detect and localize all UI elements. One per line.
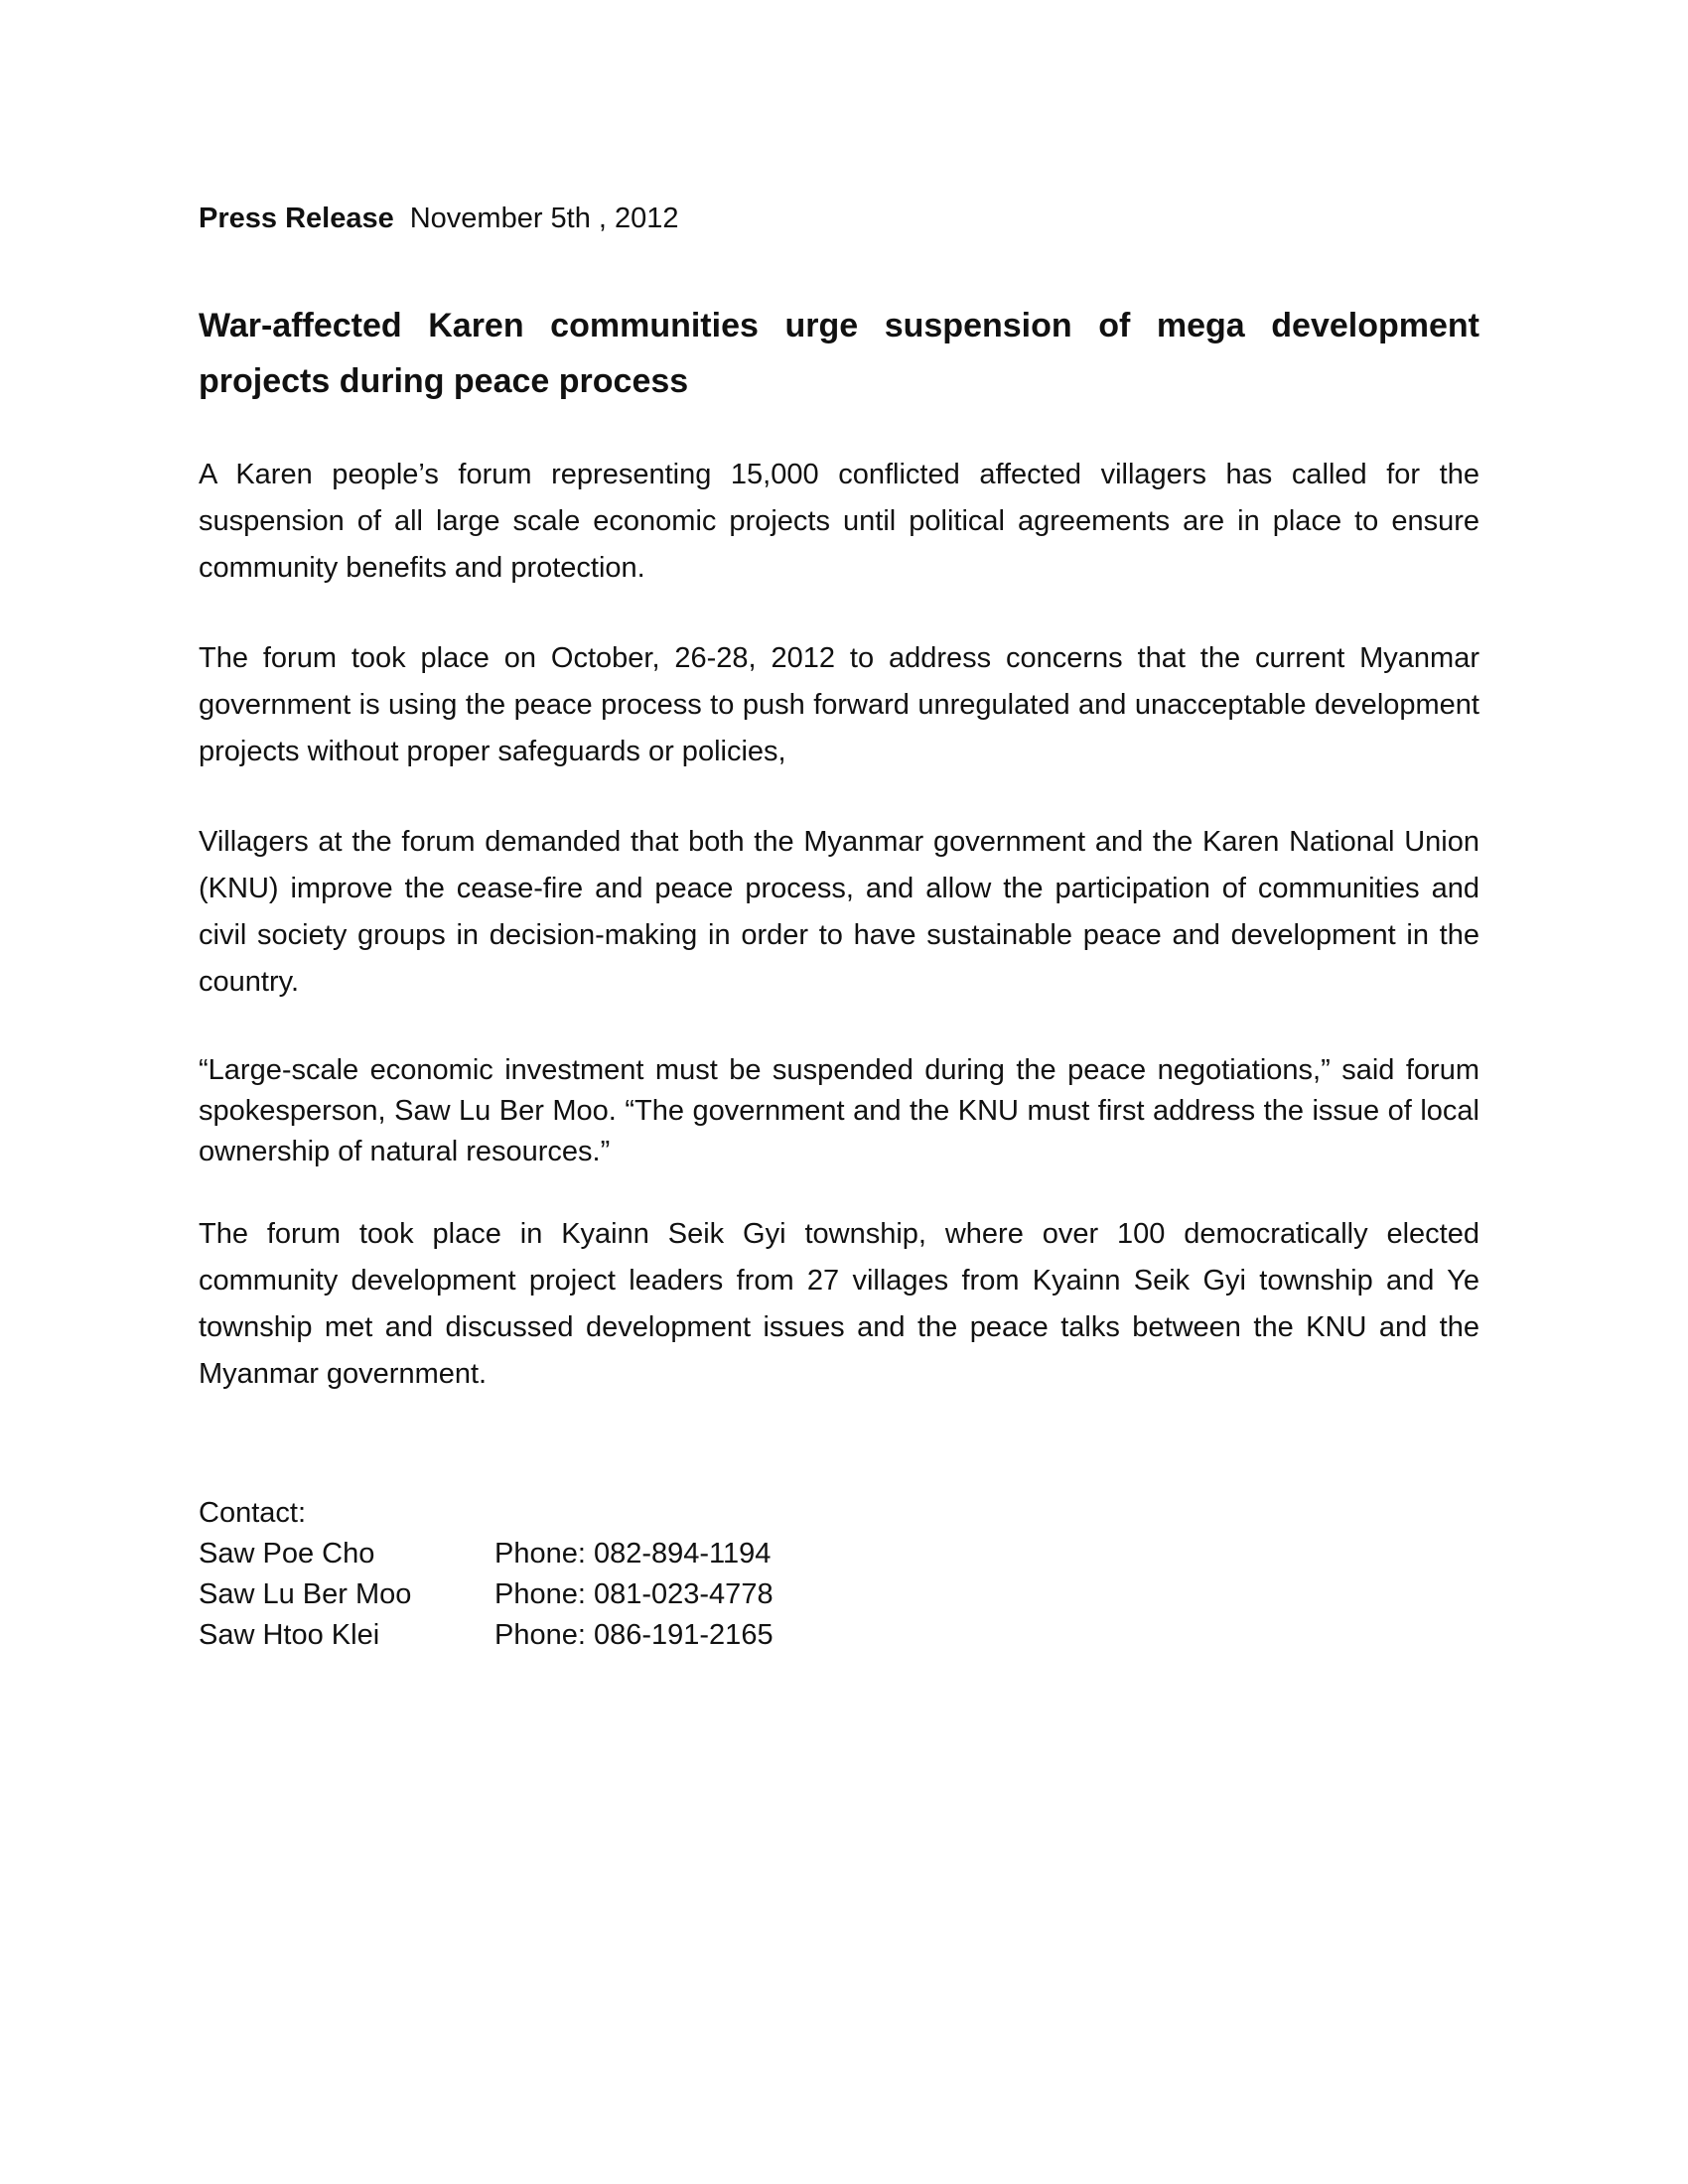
press-release-header — [199, 199, 679, 238]
contact-name: Saw Poe Cho — [199, 1538, 375, 1570]
contact-name: Saw Htoo Klei — [199, 1619, 380, 1651]
contact-row — [199, 1574, 774, 1615]
contact-phone: Phone: 082-894-1194 — [494, 1538, 772, 1570]
paragraph-4: “Large-scale economic investment must be suspended during the peace negotiations,” said forum spokesperson, Saw Lu Ber Moo. “The government and the KNU must first address the issue of local ownership of natural resources.” — [199, 1054, 1479, 1167]
contact-heading: Contact: — [199, 1497, 306, 1529]
contact-block — [199, 1493, 774, 1656]
paragraph-5: The forum took place in Kyainn Seik Gyi township, where over 100 democratically elected community development project leaders from 27 villages from Kyainn Seik Gyi township and Ye township met and discussed development issues and the peace talks between the KNU and the Myanmar government. — [199, 1218, 1479, 1390]
headline: War-affected Karen communities urge suspension of mega development projects during peace process — [199, 307, 1479, 400]
contact-name: Saw Lu Ber Moo — [199, 1578, 412, 1610]
paragraph-3: Villagers at the forum demanded that both the Myanmar government and the Karen National Union (KNU) improve the cease-fire and peace process, and allow the participation of communities and civil society groups in decision-making in order to have sustainable peace and development in the country. — [199, 826, 1479, 998]
contact-phone: Phone: 086-191-2165 — [494, 1619, 774, 1651]
release-date: November 5th , 2012 — [409, 203, 679, 234]
contact-row — [199, 1615, 774, 1656]
contact-row — [199, 1534, 774, 1574]
press-release-label: Press Release — [199, 203, 394, 234]
paragraph-2: The forum took place on October, 26-28, 2012 to address concerns that the current Myanmar government is using the peace process to push forward unregulated and unacceptable development projects without proper safeguards or policies, — [199, 642, 1479, 767]
contact-phone: Phone: 081-023-4778 — [494, 1578, 774, 1610]
paragraph-1: A Karen people’s forum representing 15,000 conflicted affected villagers has called for the suspension of all large scale economic projects until political agreements are in place to ensure community benefits and protection. — [199, 459, 1479, 584]
